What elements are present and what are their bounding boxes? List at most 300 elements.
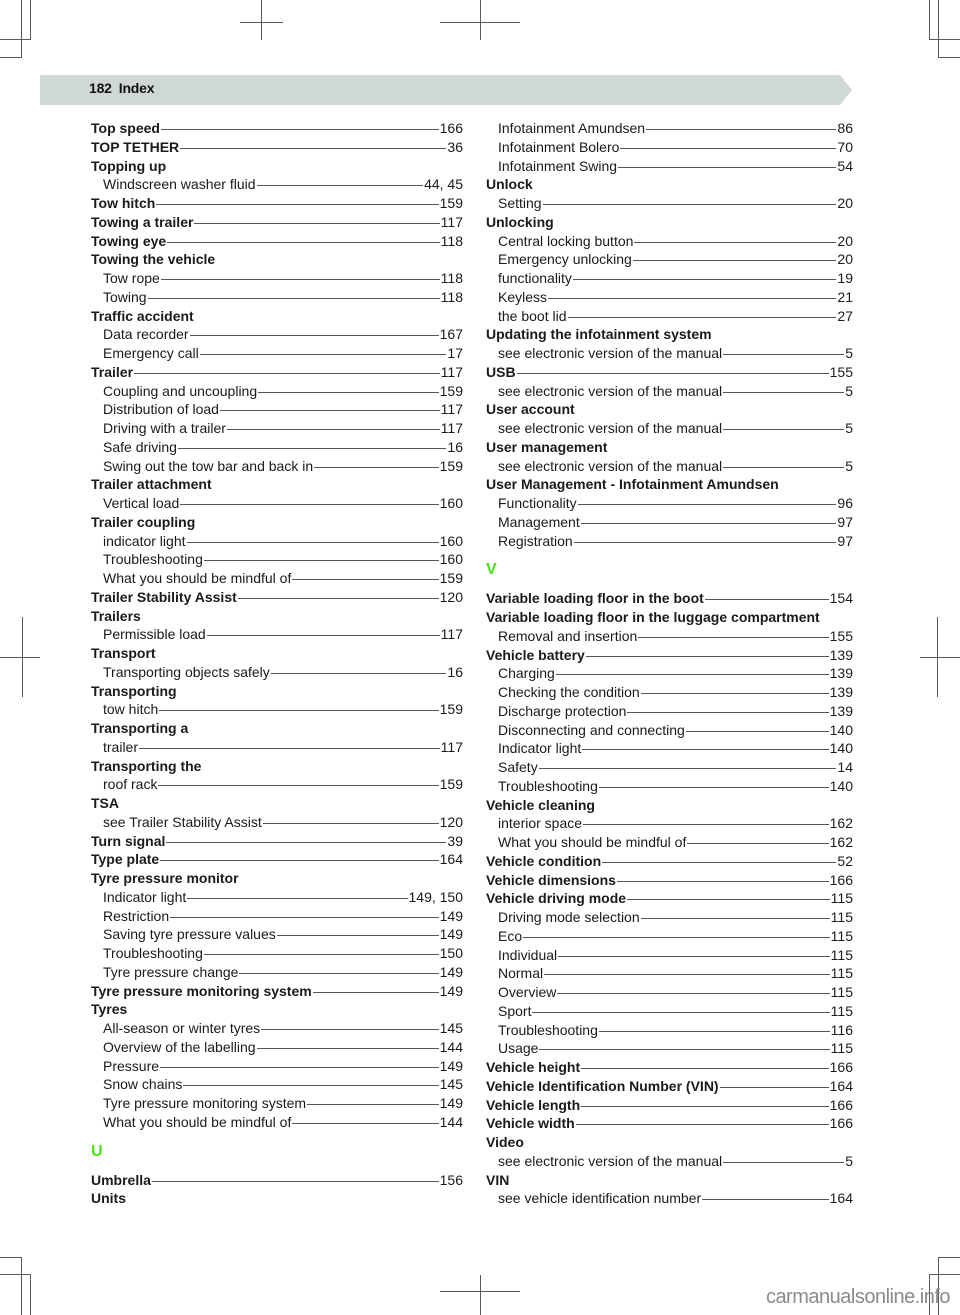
page-reference[interactable]: 5	[845, 345, 853, 361]
page-reference[interactable]: 140	[829, 740, 853, 757]
page-reference[interactable]: 139	[829, 702, 853, 719]
index-subentry[interactable]	[486, 1189, 853, 1208]
entry-label: Unlock	[486, 176, 533, 193]
header-band-arrow	[840, 75, 852, 105]
leader-line	[160, 1067, 439, 1068]
leader-line	[686, 731, 829, 732]
index-subentry[interactable]	[91, 569, 463, 588]
index-entry	[486, 1171, 853, 1190]
leader-line	[602, 862, 836, 863]
index-subentry[interactable]	[486, 269, 853, 288]
page-reference[interactable]: 159	[439, 701, 463, 718]
index-entry	[486, 175, 853, 194]
page-reference[interactable]: 166	[829, 1059, 853, 1075]
crop-mark	[920, 657, 960, 658]
index-entry[interactable]	[486, 363, 853, 382]
leader-line	[277, 935, 439, 936]
leader-line	[156, 204, 438, 205]
index-subentry[interactable]	[91, 1057, 463, 1076]
index-entry[interactable]	[91, 588, 463, 607]
index-subentry[interactable]	[486, 702, 853, 721]
index-subentry[interactable]	[486, 344, 853, 363]
page-reference[interactable]: 160	[439, 532, 463, 549]
entry-label: Indicator light	[498, 740, 582, 757]
leader-line	[161, 279, 440, 280]
entry-label: Traffic accident	[91, 307, 194, 324]
leader-line	[720, 1087, 829, 1088]
index-entry	[91, 719, 463, 738]
leader-line	[227, 429, 440, 430]
entry-label: Permissible load	[103, 626, 206, 643]
index-subentry[interactable]	[486, 307, 853, 326]
index-entry	[486, 213, 853, 232]
page-reference[interactable]: 166	[829, 1115, 853, 1132]
leader-line	[556, 674, 829, 675]
index-subentry[interactable]	[91, 775, 463, 794]
index-entry[interactable]	[91, 119, 463, 138]
page-reference[interactable]: 115	[830, 946, 853, 963]
index-subentry[interactable]	[486, 1152, 853, 1171]
index-subentry[interactable]	[91, 494, 463, 513]
index-entry	[486, 475, 853, 494]
entry-label: Individual	[498, 946, 558, 963]
page-reference[interactable]: 20	[837, 195, 853, 211]
index-subentry[interactable]	[486, 964, 853, 983]
index-subentry[interactable]	[486, 908, 853, 927]
leader-line	[617, 881, 829, 882]
index-entry[interactable]	[91, 363, 463, 382]
page-reference[interactable]: 167	[439, 326, 463, 343]
entry-label: Overview	[498, 984, 557, 1000]
index-subentry[interactable]	[91, 663, 463, 682]
index-subentry[interactable]	[91, 925, 463, 944]
page-reference[interactable]: 5	[845, 382, 853, 399]
index-subentry[interactable]	[486, 758, 853, 777]
leader-line	[599, 787, 829, 788]
page-reference[interactable]: 139	[829, 684, 853, 700]
entry-label: User account	[486, 401, 575, 418]
index-subentry[interactable]	[486, 814, 853, 833]
entry-label: Checking the condition	[498, 684, 640, 700]
entry-label: Vehicle driving mode	[486, 890, 627, 907]
entry-label: Driving mode selection	[498, 909, 640, 925]
leader-line	[618, 167, 836, 168]
leader-line	[558, 956, 830, 957]
index-entry[interactable]	[91, 213, 463, 232]
index-subentry[interactable]	[91, 269, 463, 288]
entry-label: What you should be mindful of	[103, 1113, 292, 1130]
watermark: carmanualsonline.info	[765, 1286, 950, 1308]
entry-label: Tyre pressure change	[103, 963, 239, 980]
entry-label: Charging	[498, 665, 555, 682]
page-reference[interactable]: 115	[830, 909, 853, 925]
page-reference[interactable]: 115	[830, 1040, 853, 1057]
leader-line	[180, 504, 438, 505]
index-column-left	[91, 119, 463, 1208]
index-entry	[91, 607, 463, 626]
crop-mark	[938, 1257, 960, 1258]
index-entry[interactable]	[486, 1096, 853, 1115]
page-reference[interactable]: 19	[837, 270, 853, 286]
leader-line	[258, 392, 439, 393]
page-reference[interactable]: 120	[439, 813, 463, 830]
leader-line	[261, 1029, 438, 1030]
leader-line	[190, 335, 439, 336]
index-subentry[interactable]	[486, 1039, 853, 1058]
index-subentry[interactable]	[486, 419, 853, 438]
page-reference[interactable]: 162	[829, 834, 853, 850]
page-reference[interactable]: 160	[439, 495, 463, 511]
crop-mark	[938, 0, 939, 57]
index-subentry[interactable]	[486, 946, 853, 965]
leader-line	[586, 656, 829, 657]
page-reference[interactable]: 150	[439, 945, 463, 961]
page-reference[interactable]: 21	[837, 288, 853, 305]
page-reference[interactable]: 154	[829, 590, 853, 607]
page-reference[interactable]: 149	[439, 1057, 463, 1074]
leader-line	[134, 373, 440, 374]
index-entry[interactable]	[486, 871, 853, 890]
index-entry[interactable]	[91, 850, 463, 869]
leader-line	[723, 429, 844, 430]
page-reference[interactable]: 39	[447, 832, 463, 849]
page-reference[interactable]: 164	[829, 1190, 853, 1207]
leader-line	[576, 1124, 829, 1125]
entry-label: Safe driving	[103, 438, 177, 455]
section-title: Index	[118, 80, 155, 96]
page-reference[interactable]: 156	[439, 1171, 463, 1188]
entry-label: Vehicle cleaning	[486, 796, 595, 813]
page-reference[interactable]: 166	[439, 120, 463, 136]
page-reference[interactable]: 140	[829, 777, 853, 794]
index-subentry[interactable]	[486, 119, 853, 138]
leader-line	[633, 260, 837, 261]
entry-label: Registration	[498, 532, 573, 549]
leader-line	[166, 842, 446, 843]
leader-line	[634, 242, 836, 243]
index-subentry[interactable]	[91, 288, 463, 307]
page-reference[interactable]: 14	[837, 759, 853, 775]
entry-label: roof rack	[103, 776, 158, 793]
index-subentry[interactable]	[91, 738, 463, 757]
index-subentry[interactable]	[91, 457, 463, 476]
index-subentry[interactable]	[486, 833, 853, 852]
page-reference[interactable]: 16	[447, 663, 463, 680]
page-reference[interactable]: 118	[440, 232, 463, 249]
page-reference[interactable]: 145	[439, 1076, 463, 1093]
entry-label: Towing	[103, 288, 147, 305]
index-entry[interactable]	[91, 194, 463, 213]
page-reference[interactable]: 149	[439, 907, 463, 924]
page-reference[interactable]: 16	[447, 438, 463, 455]
index-subentry[interactable]	[486, 232, 853, 251]
index-subentry[interactable]	[91, 813, 463, 832]
entry-label: Turn signal	[91, 832, 166, 849]
page-reference[interactable]: 164	[829, 1077, 853, 1094]
index-subentry[interactable]	[486, 250, 853, 269]
index-subentry[interactable]	[91, 344, 463, 363]
page-reference[interactable]: 140	[829, 721, 853, 738]
entry-label: TSA	[91, 795, 119, 811]
entry-label: Towing a trailer	[91, 213, 194, 230]
index-subentry[interactable]	[486, 138, 853, 157]
index-subentry[interactable]	[486, 927, 853, 946]
index-entry	[91, 307, 463, 326]
index-entry[interactable]	[486, 589, 853, 608]
page-reference[interactable]: 144	[439, 1113, 463, 1130]
page-reference[interactable]: 20	[837, 251, 853, 268]
entry-label: Transporting objects safely	[103, 663, 270, 680]
page-reference[interactable]: 20	[837, 232, 853, 249]
page-reference[interactable]: 149	[439, 926, 463, 943]
crop-mark	[929, 0, 930, 40]
leader-line	[638, 637, 828, 638]
page-reference[interactable]: 159	[439, 195, 463, 211]
index-subentry[interactable]	[486, 627, 853, 646]
page-reference[interactable]: 117	[440, 213, 463, 230]
leader-line	[200, 354, 447, 355]
index-subentry[interactable]	[486, 513, 853, 532]
entry-label: Updating the infotainment system	[486, 326, 712, 343]
entry-label: Type plate	[91, 851, 160, 868]
index-subentry[interactable]	[91, 325, 463, 344]
page-reference[interactable]: 159	[439, 570, 463, 586]
page-reference[interactable]: 166	[829, 1096, 853, 1113]
page-reference[interactable]: 44, 45	[424, 176, 463, 193]
page-reference[interactable]: 166	[829, 871, 853, 888]
page-reference[interactable]: 115	[830, 927, 853, 944]
entry-label: Keyless	[498, 288, 548, 305]
page-reference[interactable]: 160	[439, 551, 463, 568]
index-entry[interactable]	[486, 1058, 853, 1077]
leader-line	[581, 523, 837, 524]
entry-label: see electronic version of the manual	[498, 1152, 723, 1169]
index-subentry[interactable]	[91, 400, 463, 419]
leader-line	[581, 1106, 829, 1107]
index-subentry[interactable]	[486, 194, 853, 213]
entry-label: Transporting	[91, 682, 177, 699]
page-reference[interactable]: 27	[837, 307, 853, 324]
page-reference[interactable]: 144	[439, 1038, 463, 1055]
leader-line	[207, 635, 440, 636]
entry-label: Tyre pressure monitor	[91, 870, 239, 886]
index-entry	[91, 794, 463, 813]
index-subentry[interactable]	[486, 457, 853, 476]
leader-line	[641, 918, 830, 919]
index-subentry[interactable]	[91, 1094, 463, 1113]
crop-mark	[0, 1257, 22, 1258]
page-reference[interactable]: 145	[439, 1020, 463, 1036]
leader-line	[159, 710, 438, 711]
entry-label: Vehicle battery	[486, 646, 585, 663]
index-entry	[91, 757, 463, 776]
index-subentry[interactable]	[486, 288, 853, 307]
page-reference[interactable]: 86	[837, 120, 853, 136]
index-subentry[interactable]	[486, 1021, 853, 1040]
index-subentry[interactable]	[91, 1113, 463, 1132]
leader-line	[620, 148, 836, 149]
page-reference[interactable]: 115	[830, 1002, 853, 1019]
index-subentry[interactable]	[91, 1038, 463, 1057]
entry-label: Trailer attachment	[91, 476, 212, 493]
index-subentry[interactable]	[91, 963, 463, 982]
index-subentry[interactable]	[91, 438, 463, 457]
index-subentry[interactable]	[486, 721, 853, 740]
index-subentry[interactable]	[486, 683, 853, 702]
page-reference[interactable]: 149	[439, 982, 463, 999]
index-subentry[interactable]	[486, 739, 853, 758]
page-reference[interactable]: 118	[440, 288, 463, 305]
page-reference[interactable]: 139	[829, 646, 853, 663]
index-subentry[interactable]	[486, 532, 853, 551]
index-subentry[interactable]	[91, 382, 463, 401]
crop-mark	[0, 657, 40, 658]
entry-label: Eco	[498, 927, 523, 944]
entry-label: Umbrella	[91, 1171, 151, 1188]
page-reference[interactable]: 97	[837, 513, 853, 530]
leader-line	[557, 993, 829, 994]
entry-label: Vehicle dimensions	[486, 871, 616, 888]
entry-label: see vehicle identification number	[498, 1190, 702, 1207]
running-header	[89, 80, 161, 96]
page-reference[interactable]: 117	[440, 363, 463, 380]
leader-line	[573, 279, 836, 280]
page-reference[interactable]: 17	[447, 345, 463, 361]
index-entry[interactable]	[486, 889, 853, 908]
index-subentry[interactable]	[91, 625, 463, 644]
page-reference[interactable]: 96	[837, 495, 853, 511]
index-subentry[interactable]	[486, 777, 853, 796]
entry-label: see electronic version of the manual	[498, 420, 723, 436]
page-reference[interactable]: 164	[439, 851, 463, 868]
leader-line	[220, 410, 440, 411]
index-subentry[interactable]	[91, 944, 463, 963]
crop-mark	[261, 0, 262, 40]
index-entry	[486, 325, 853, 344]
index-entry[interactable]	[486, 1077, 853, 1096]
index-entry[interactable]	[91, 138, 463, 157]
index-subentry[interactable]	[91, 907, 463, 926]
leader-line	[627, 899, 830, 900]
index-entry	[91, 157, 463, 176]
page-reference[interactable]: 5	[845, 420, 853, 436]
index-subentry[interactable]	[91, 888, 463, 907]
page-reference[interactable]: 5	[845, 457, 853, 474]
page-reference[interactable]: 149, 150	[408, 888, 463, 905]
page-reference[interactable]: 117	[440, 626, 463, 643]
page-reference[interactable]: 117	[440, 401, 463, 418]
page-reference[interactable]: 97	[837, 532, 853, 549]
index-entry[interactable]	[486, 646, 853, 665]
page-reference[interactable]: 159	[439, 776, 463, 793]
index-entry[interactable]	[91, 982, 463, 1001]
page-reference[interactable]: 52	[837, 852, 853, 869]
index-entry	[91, 644, 463, 663]
entry-label: Windscreen washer fluid	[103, 176, 256, 193]
page-reference[interactable]: 115	[830, 965, 853, 982]
index-entry[interactable]	[91, 832, 463, 851]
section-letter: U	[91, 1142, 103, 1160]
entry-label: Removal and insertion	[498, 627, 638, 644]
index-subentry[interactable]	[91, 175, 463, 194]
entry-label: Transporting a	[91, 720, 189, 736]
leader-line	[599, 1031, 830, 1032]
entry-label: Setting	[498, 195, 542, 211]
index-subentry[interactable]	[486, 382, 853, 401]
entry-label: Tow hitch	[91, 195, 156, 211]
entry-label: Topping up	[91, 157, 167, 174]
crop-mark	[21, 1257, 22, 1315]
index-subentry[interactable]	[486, 983, 853, 1002]
page-reference[interactable]: 70	[837, 138, 853, 155]
entry-label: Overview of the labelling	[103, 1038, 256, 1055]
index-entry[interactable]	[486, 1114, 853, 1133]
index-subentry[interactable]	[486, 1002, 853, 1021]
entry-label: Tyre pressure monitoring system	[91, 982, 312, 999]
page-reference[interactable]: 155	[829, 363, 853, 380]
index-subentry[interactable]	[91, 700, 463, 719]
page-reference[interactable]: 149	[439, 1095, 463, 1111]
index-subentry[interactable]	[486, 664, 853, 683]
entry-label: Normal	[498, 965, 544, 982]
page-reference[interactable]: 120	[439, 588, 463, 605]
leader-line	[532, 1012, 829, 1013]
index-subentry[interactable]	[91, 532, 463, 551]
page-reference[interactable]: 162	[829, 815, 853, 832]
index-subentry[interactable]	[486, 494, 853, 513]
page-reference[interactable]: 139	[829, 665, 853, 682]
index-entry[interactable]	[91, 232, 463, 251]
entry-label: Vehicle length	[486, 1096, 581, 1113]
page-reference[interactable]: 5	[845, 1152, 853, 1169]
page-reference[interactable]: 54	[837, 157, 853, 174]
page-reference[interactable]: 159	[439, 457, 463, 474]
entry-label: Troubleshooting	[498, 1021, 598, 1038]
index-entry[interactable]	[91, 1171, 463, 1190]
leader-line	[292, 579, 438, 580]
leader-line	[578, 504, 837, 505]
entry-label: What you should be mindful of	[498, 834, 687, 850]
index-entry	[91, 1000, 463, 1019]
page-reference[interactable]: 116	[830, 1021, 853, 1038]
index-subentry[interactable]	[91, 1019, 463, 1038]
leader-line	[517, 373, 829, 374]
index-subentry[interactable]	[486, 157, 853, 176]
entry-label: Variable loading floor in the boot	[486, 590, 704, 607]
index-subentry[interactable]	[91, 1075, 463, 1094]
entry-label: Infotainment Swing	[498, 157, 618, 174]
page-reference[interactable]: 115	[830, 984, 853, 1000]
page-reference[interactable]: 36	[447, 138, 463, 155]
page-reference[interactable]: 115	[830, 890, 853, 907]
index-entry	[486, 796, 853, 815]
leader-line	[702, 1199, 829, 1200]
leader-line	[152, 1181, 439, 1182]
page-reference[interactable]: 155	[829, 627, 853, 644]
page-reference[interactable]: 159	[439, 382, 463, 399]
page-reference[interactable]: 117	[440, 420, 463, 436]
page-reference[interactable]: 117	[440, 738, 463, 755]
index-entry[interactable]	[486, 852, 853, 871]
crop-mark	[0, 1274, 31, 1275]
page-reference[interactable]: 149	[439, 963, 463, 980]
entry-label: Pressure	[103, 1057, 160, 1074]
entry-label: functionality	[498, 270, 572, 286]
page-reference[interactable]: 118	[440, 270, 463, 286]
entry-label: Distribution of load	[103, 401, 219, 418]
index-subentry[interactable]	[91, 550, 463, 569]
index-subentry[interactable]	[91, 419, 463, 438]
